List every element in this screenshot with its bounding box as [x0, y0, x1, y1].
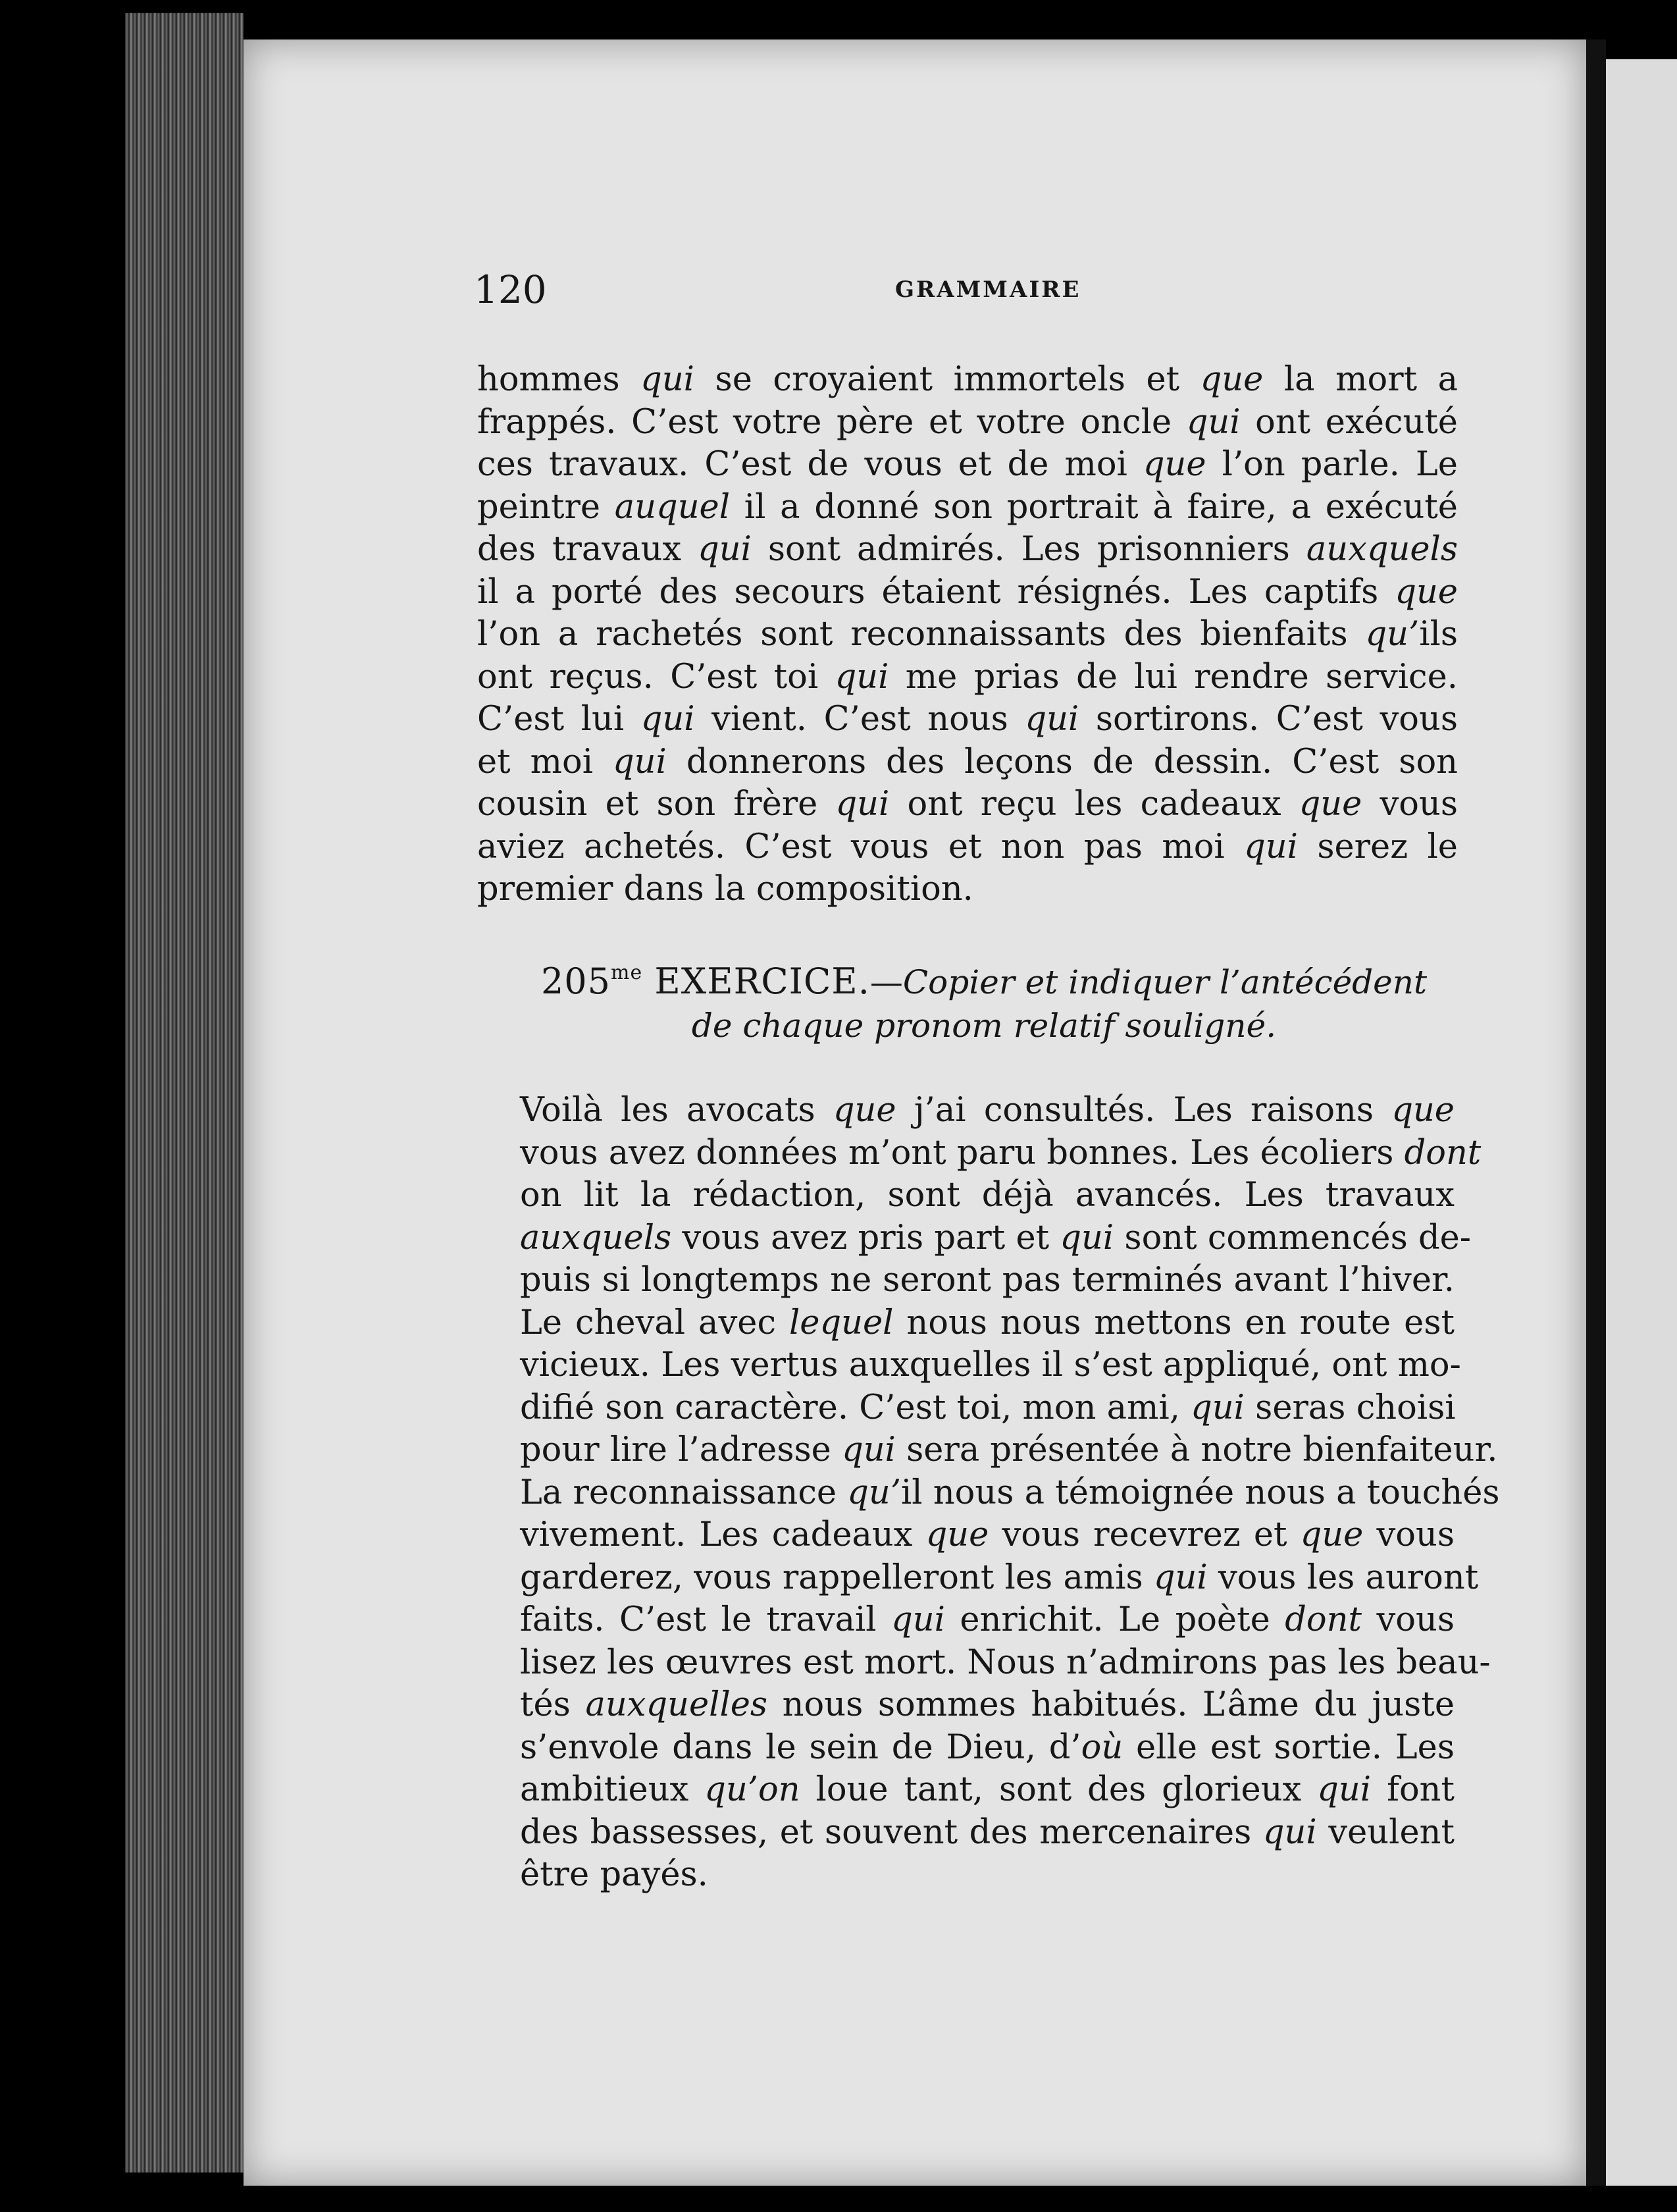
text-run: vous avez pris part et	[671, 1218, 1060, 1257]
text-run: l’on a rachetés sont reconnaissants des bienfaits	[477, 615, 1366, 654]
text-line	[461, 1684, 1455, 1727]
text-line	[461, 1174, 1455, 1217]
relative-pronoun: qui	[1025, 700, 1079, 739]
running-head	[474, 263, 1461, 316]
text-line	[477, 868, 1458, 911]
text-run: des travaux	[477, 530, 698, 569]
text-run: font	[1371, 1770, 1455, 1809]
text-line	[461, 1812, 1455, 1855]
text-run: on lit la rédaction, sont déjà avancés. Les travaux	[520, 1176, 1455, 1215]
text-run: veulent	[1316, 1812, 1455, 1852]
relative-pronoun: qui	[1060, 1218, 1114, 1257]
text-line	[461, 1259, 1455, 1302]
text-run: vous	[1363, 1515, 1455, 1554]
text-line	[477, 741, 1458, 784]
relative-pronoun: que	[1299, 785, 1362, 824]
text-run: et moi	[477, 742, 613, 781]
text-run: serez le	[1297, 827, 1458, 866]
relative-pronoun: qui	[835, 657, 889, 697]
text-line	[461, 1387, 1455, 1430]
text-line	[477, 529, 1458, 571]
relative-pronoun: que	[1395, 572, 1458, 612]
text-line	[461, 1090, 1455, 1132]
relative-pronoun: qui	[1317, 1770, 1372, 1809]
text-run: La reconnaissance	[520, 1473, 848, 1512]
text-line	[461, 1344, 1461, 1387]
text-run: hommes	[477, 360, 641, 399]
relative-pronoun: qui	[1191, 1388, 1245, 1427]
text-run: sortirons. C’est vous	[1079, 700, 1458, 739]
text-run: premier dans la composition.	[477, 870, 973, 908]
text-run: ont exécuté	[1240, 402, 1458, 442]
relative-pronoun: que	[1200, 360, 1264, 399]
relative-pronoun: que	[833, 1091, 896, 1130]
text-run: nous nous mettons en route est	[893, 1303, 1455, 1342]
text-run: puis si longtemps ne seront pas terminés avant l’hiver.	[520, 1261, 1455, 1300]
text-line	[461, 1217, 1472, 1260]
text-line	[477, 614, 1458, 656]
text-run: pour lire l’adresse	[520, 1431, 842, 1469]
relative-pronoun: auxquels	[520, 1218, 672, 1257]
text-run: peintre	[477, 487, 615, 527]
text-run: ont reçu les cadeaux	[889, 785, 1299, 824]
text-line	[477, 444, 1458, 487]
text-line	[477, 359, 1458, 402]
text-run: aviez achetés. C’est vous et non pas moi	[477, 827, 1245, 866]
text-line	[477, 487, 1458, 529]
relative-pronoun: que	[925, 1515, 989, 1554]
text-run: vicieux. Les vertus auxquelles il s’est appliqué, ont mo-	[520, 1346, 1461, 1384]
continued-paragraph	[477, 359, 1458, 911]
relative-pronoun: que	[1143, 445, 1206, 484]
running-title: GRAMMAIRE	[895, 276, 1081, 303]
relative-pronoun: qui	[640, 360, 694, 399]
exercise-instruction-line2: de chaque pronom relatif souligné.	[691, 1007, 1277, 1045]
text-run: vous	[1362, 785, 1458, 824]
book-gutter	[1586, 40, 1606, 2186]
relative-pronoun: auxquelles	[585, 1685, 768, 1724]
text-run: s’envole dans le sein de Dieu, d’	[520, 1727, 1081, 1767]
text-run: sont commencés de-	[1114, 1218, 1472, 1257]
text-line	[461, 1514, 1455, 1557]
text-run: la mort a	[1263, 360, 1458, 399]
text-run: il a donné son portrait à faire, a exécuté	[730, 487, 1458, 527]
relative-pronoun: qui	[842, 1431, 896, 1469]
text-run: vous avez données m’ont paru bonnes. Les écoliers	[520, 1133, 1405, 1172]
relative-pronoun: lequel	[788, 1303, 894, 1342]
relative-pronoun: qu’	[1365, 615, 1420, 654]
text-run: frappés. C’est votre père et votre oncle	[477, 402, 1187, 442]
text-run: seras choisi	[1244, 1388, 1456, 1427]
exercise-label: EXERCICE.	[654, 961, 870, 1002]
relative-pronoun: qui	[891, 1600, 945, 1639]
text-run: vous les auront	[1207, 1558, 1479, 1597]
text-line	[461, 1769, 1455, 1812]
book-page-edges	[125, 13, 244, 2172]
text-run: loue tant, sont des glorieux	[800, 1770, 1318, 1809]
text-run: vous recevrez et	[989, 1515, 1301, 1554]
text-line	[477, 698, 1458, 741]
text-run: me prias de lui rendre service.	[889, 657, 1458, 697]
text-run: être payés.	[520, 1855, 708, 1894]
text-line	[461, 1302, 1455, 1345]
relative-pronoun: qui	[835, 785, 890, 824]
exercise-heading: $205^{me}$ EXERCICE.—Copier et indiquer l’antécédent de chaque pronom relatif souligné.	[540, 961, 1428, 1045]
page-number: 120	[474, 267, 547, 312]
relative-pronoun: auquel	[614, 487, 731, 527]
text-line	[461, 1642, 1491, 1685]
text-run: des bassesses, et souvent des mercenaires	[520, 1812, 1263, 1852]
text-run: vient. C’est nous	[694, 700, 1025, 739]
text-line	[477, 783, 1458, 826]
text-run: Le cheval avec	[520, 1303, 789, 1342]
text-run: il nous a témoignée nous a touchés	[901, 1473, 1500, 1512]
facing-page-edge	[1606, 59, 1677, 2186]
text-run: ces travaux. C’est de vous et de moi	[477, 445, 1143, 484]
text-run: ils	[1419, 615, 1458, 654]
relative-pronoun: qui	[1186, 402, 1241, 442]
text-line	[461, 1854, 1455, 1897]
relative-pronoun: qui	[1262, 1812, 1317, 1852]
text-run: ambitieux	[520, 1770, 705, 1809]
text-run: donnerons des leçons de dessin. C’est son	[666, 742, 1458, 781]
text-run: j’ai consultés. Les raisons	[896, 1091, 1392, 1130]
text-run: difié son caractère. C’est toi, mon ami,	[520, 1388, 1191, 1427]
relative-pronoun: où	[1081, 1727, 1123, 1767]
relative-pronoun: qui	[1153, 1558, 1208, 1597]
text-run: vivement. Les cadeaux	[520, 1515, 926, 1554]
relative-pronoun: qu’	[847, 1473, 901, 1512]
relative-pronoun: que	[1300, 1515, 1364, 1554]
text-run: il a porté des secours étaient résignés. Les captifs	[477, 572, 1395, 612]
text-run: enrichit. Le poète	[944, 1600, 1285, 1639]
exercise-paragraph	[461, 1090, 1500, 1897]
text-run: se croyaient immortels et	[694, 360, 1200, 399]
text-run: Voilà les avocats	[520, 1091, 833, 1130]
relative-pronoun: qu’on	[704, 1770, 800, 1809]
text-run: lisez les œuvres est mort. Nous n’admirons pas les beau-	[520, 1643, 1491, 1682]
text-run: garderez, vous rappelleront les amis	[520, 1558, 1154, 1597]
text-line	[461, 1727, 1455, 1770]
text-run: cousin et son frère	[477, 785, 836, 824]
text-run: faits. C’est le travail	[520, 1600, 892, 1639]
text-line	[477, 656, 1458, 699]
text-run: C’est lui	[477, 700, 641, 739]
relative-pronoun: dont	[1285, 1600, 1362, 1639]
text-line	[461, 1472, 1500, 1515]
text-line	[477, 402, 1458, 444]
relative-pronoun: que	[1391, 1091, 1455, 1130]
exercise-instruction-line1: Copier et indiquer l’antécédent	[902, 963, 1428, 1001]
text-line	[461, 1599, 1455, 1642]
text-run: tés	[520, 1685, 586, 1724]
relative-pronoun: qui	[1244, 827, 1298, 866]
exercise-ordinal-suffix: me	[611, 961, 643, 984]
text-line	[461, 1557, 1479, 1600]
text-run: sont admirés. Les prisonniers	[751, 530, 1306, 569]
text-line	[477, 826, 1458, 869]
text-run: ont reçus. C’est toi	[477, 657, 835, 697]
relative-pronoun: qui	[613, 742, 667, 781]
relative-pronoun: qui	[640, 700, 695, 739]
relative-pronoun: dont	[1404, 1133, 1482, 1172]
text-run: vous	[1361, 1600, 1455, 1639]
text-run: elle est sortie. Les	[1123, 1727, 1455, 1767]
text-run: sera présentée à notre bienfaiteur.	[895, 1431, 1498, 1469]
text-line	[461, 1132, 1482, 1175]
relative-pronoun: qui	[698, 530, 752, 569]
text-line	[461, 1429, 1498, 1472]
text-line	[477, 571, 1458, 614]
text-run: nous sommes habitués. L’âme du juste	[767, 1685, 1455, 1724]
text-run: l’on parle. Le	[1206, 445, 1458, 484]
relative-pronoun: auxquels	[1306, 530, 1458, 569]
exercise-number: $205^{me}$ EXERCICE.	[540, 961, 870, 1002]
